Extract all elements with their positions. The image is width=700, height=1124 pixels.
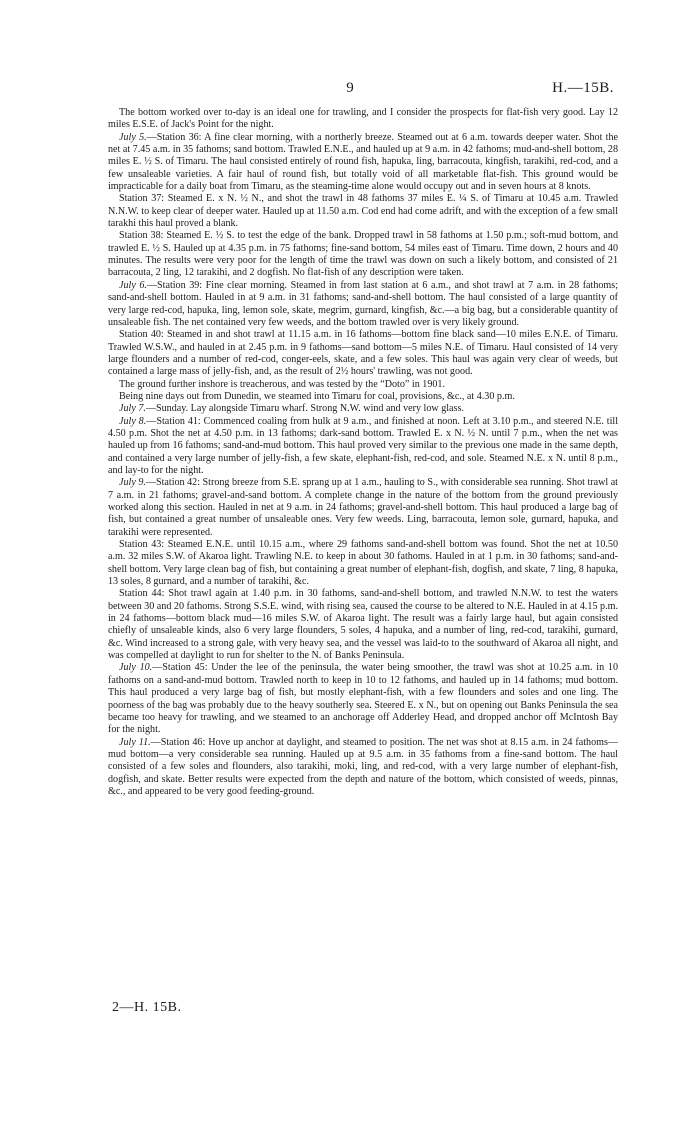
report-body — [108, 107, 618, 798]
report-paragraph — [108, 662, 618, 736]
report-paragraph — [108, 107, 618, 132]
report-paragraph — [108, 379, 618, 391]
paragraph-text: The ground further inshore is treacherous, and was tested by the “Doto” in 1901. — [119, 378, 445, 390]
page-header — [0, 80, 700, 102]
report-paragraph — [108, 280, 618, 329]
paragraph-text: —Station 41: Commenced coaling from hulk at 9 a.m., and finished at noon. Left at 3.10 p.m., and steered N.E. till 4.50 p.m. Shot the net at 4.50 p.m. in 13 fathoms; dark-sand bottom. Trawled E. x N. ½ N. until 7 p.m., when the net was hauled up from 16 fathoms; sand-and-mud bottom. This haul proved very similar to the previous one made in the same depth, and contained a very large number of jelly-fish, a few skate, elephant-fish, red-cod, and sole. Steamed N.E. x N. until 8 p.m., and lay-to for the night. — [108, 415, 619, 476]
signature-reference: 2—H. 15B. — [112, 1000, 182, 1015]
report-paragraph — [108, 230, 618, 279]
paragraph-text: Station 43: Steamed E.N.E. until 10.15 a.m., where 29 fathoms sand-and-shell bottom was found. Shot the net at 10.50 a.m. 32 miles S.W. of Akaroa light. Trawling N.E. to keep in about 30 fathoms. Hauled in at 1 p.m. in 30 fathoms; sand-and-shell bottom. Very large clean bag of fish, but containing a great number of elephant-fish, dogfish, and skate, 7 ling, 8 hapuka, 13 soles, 8 gurnard, and a number of tarakihi, &c. — [108, 539, 618, 588]
date-lead: July 7. — [119, 403, 146, 415]
paragraph-text: —Station 36: A fine clear morning, with a northerly breeze. Steamed out at 6 a.m. towards deeper water. Shot the net at 7.45 a.m. in 35 fathoms; sand bottom. Trawled E.N.E., and hauled up at 9 a.m. in 42 fathoms; mud-and-shell bottom, 28 miles E. ½ S. of Timaru. The haul consisted entirely of round fish, hapuka, ling, barracouta, kingfish, tarakihi, red-cod, and a few unsaleable varieties. A fair haul of round fish, but totally void of all marketable flat-fish. This ground would be impracticable for a daily boat from Timaru, as the steaming-time alone would occupy out and in seven hours at 8 knots. — [108, 131, 618, 193]
date-lead: July 5. — [119, 131, 147, 143]
report-paragraph — [108, 539, 618, 588]
report-paragraph — [108, 588, 618, 662]
report-paragraph — [108, 329, 618, 378]
date-lead: July 11. — [119, 736, 151, 748]
paragraph-text: Being nine days out from Dunedin, we steamed into Timaru for coal, provisions, &c., at 4.30 p.m. — [119, 390, 515, 402]
report-paragraph — [108, 416, 618, 478]
page-number: 9 — [346, 80, 354, 96]
report-paragraph — [108, 391, 618, 403]
paragraph-text: —Station 46: Hove up anchor at daylight, and steamed to position. The net was shot at 8.15 a.m. in 24 fathoms—mud bottom—a very considerable sea running. Hauled up at 9.5 a.m. in 35 fathoms from a fine-sand bottom. The haul consisted of a few soles and flounders, also tarakihi, moki, ling, and red-cod, with a very large number of elephant-fish, dogfish, and skate. Better results were expected from the depth and nature of the bottom, which consisted of weeds, pinnas, &c., and appeared to be very good feeding-ground. — [108, 736, 619, 797]
paragraph-text: Station 40: Steamed in and shot trawl at 11.15 a.m. in 16 fathoms—bottom fine black sand—10 miles E.N.E. of Timaru. Trawled W.S.W., and hauled in at 2.45 p.m. in 9 fathoms—sand bottom—5 miles N.E. of Timaru. Haul consisted of 14 very large flounders and a number of red-cod, conger-eels, skate, and a few soles. This haul was again very clear of weeds, but contained a large mass of jelly-fish, and, as the result of 2½ hours' trawling, was not good. — [108, 329, 618, 378]
report-paragraph — [108, 403, 618, 415]
report-paragraph — [108, 132, 618, 194]
date-lead: July 6. — [119, 279, 147, 291]
date-lead: July 9. — [119, 477, 146, 489]
paragraph-text: —Station 45: Under the lee of the peninsula, the water being smoother, the trawl was shot at 10.25 a.m. in 10 fathoms on a sand-and-mud bottom. Trawled north to keep in 10 to 12 fathoms, and hauled up in 14 fathoms; mud bottom. This haul produced a very large bag of fish, but mostly elephant-fish, with a few flounders and soles and one ling. The poorness of the bag was probably due to the heavy southerly sea. Steered E. x N., but on opening out Banks Peninsula the sea became too heavy for trawling, and we steamed to an anchorage off Adderley Head, and dropped anchor off McIntosh Bay for the night. — [108, 662, 618, 736]
report-paragraph — [108, 477, 618, 539]
report-paragraph — [108, 193, 618, 230]
paragraph-text: —Station 42: Strong breeze from S.E. sprang up at 1 a.m., hauling to S., with considerable sea running. Shot trawl at 7 a.m. in 21 fathoms; gravel-and-sand bottom. A complete change in the nature of the bottom from the ground previously worked along this section. Hauled in net at 9 a.m. in 24 fathoms; gravel-and-shell bottom. This haul produced a large bag of fish, but contained a great number of unsaleable ones. Very few weeds. Ling, barracouta, lemon sole, gurnard, hapuka, and tarakihi were represented. — [108, 477, 618, 538]
report-paragraph — [108, 737, 618, 799]
paragraph-text: Station 37: Steamed E. x N. ½ N., and shot the trawl in 48 fathoms 37 miles E. ¼ S. of Timaru at 10.45 a.m. Trawled N.N.W. to keep clear of deeper water. Hauled up at 11.50 a.m. Cod end had come adrift, and with the exception of a few small tarakhi this haul proved a blank. — [108, 193, 618, 230]
paragraph-text: The bottom worked over to-day is an ideal one for trawling, and I consider the prospects for flat-fish very good. Lay 12 miles E.S.E. of Jack's Point for the night. — [108, 107, 618, 131]
paragraph-text: —Sunday. Lay alongside Timaru wharf. Strong N.W. wind and very low glass. — [145, 403, 464, 415]
paragraph-text: Station 44: Shot trawl again at 1.40 p.m. in 30 fathoms, sand-and-shell bottom, and trawled N.N.W. to test the waters between 30 and 20 fathoms. Strong S.S.E. wind, with rising sea, caused the course to be altered to N.E. Hauled in at 4.15 p.m. in 24 fathoms—bottom black mud—16 miles S.W. of Akaroa light. The result was a fairly large haul, but again consisted chiefly of unsaleable kinds, also 6 very large flounders, 5 soles, 4 hapuka, and a number of ling, red-cod, tarakihi, gurnard, &c. Wind increased to a strong gale, with very heavy sea, and the vessel was laid-to to the southward of Akaroa all night, and was compelled at daylight to run for shelter to the N. of Banks Peninsula. — [108, 588, 618, 662]
date-lead: July 8. — [119, 415, 147, 427]
paragraph-text: Station 38: Steamed E. ½ S. to test the edge of the bank. Dropped trawl in 58 fathoms at 1.50 p.m.; soft-mud bottom, and trawled E. ½ S. Hauled up at 4.35 p.m. in 75 fathoms; fine-sand bottom, 54 miles east of Timaru. Time down, 2 hours and 40 minutes. The results were very poor for the length of time the trawl was down on such a likely bottom, and consisted of 21 barracouta, 2 ling, 12 tarakihi, and 2 dogfish. No flat-fish of any description were taken. — [108, 230, 618, 279]
paragraph-text: —Station 39: Fine clear morning. Steamed in from last station at 6 a.m., and shot trawl at 7 a.m. in 28 fathoms; sand-and-shell bottom. Hauled in at 9 a.m. in 31 fathoms; sand-and-shell bottom. The haul consisted of a large quantity of very large red-cod, hapuka, ling, lemon sole, skate, megrim, gurnard, kingfish, &c.—a big bag, but a considerable quantity of unsaleable fish. The net contained very few weeds, and the bottom trawled over is very likely ground. — [108, 279, 619, 328]
date-lead: July 10. — [119, 662, 153, 674]
document-reference: H.—15B. — [552, 80, 614, 96]
